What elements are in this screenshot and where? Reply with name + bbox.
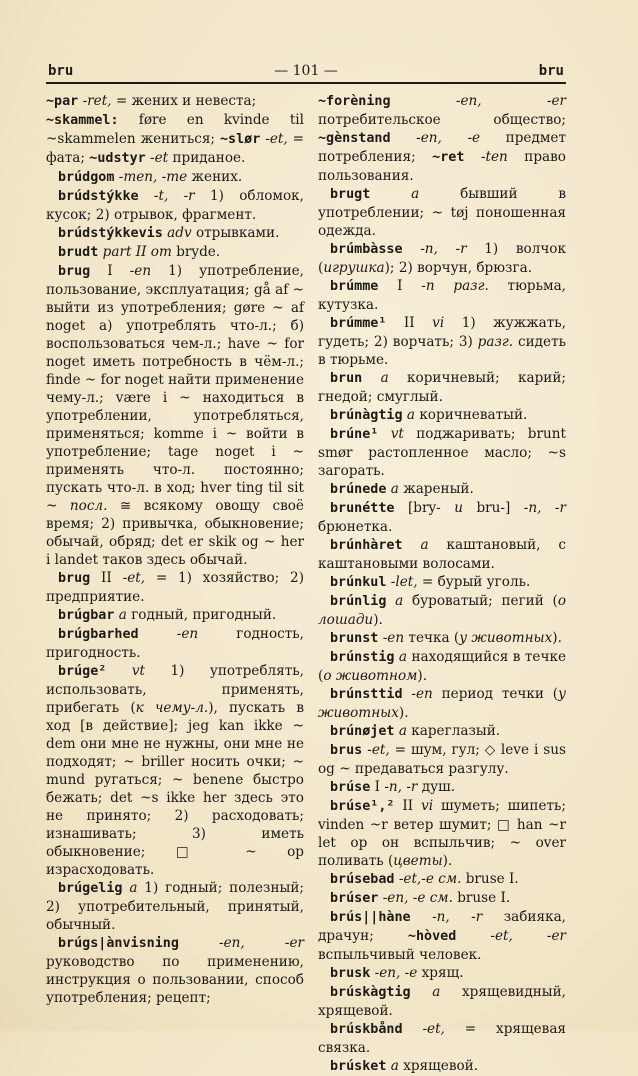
- definition-text: ).: [417, 668, 428, 684]
- headword: ~forèning: [318, 94, 391, 109]
- left-column: [46, 92, 304, 1007]
- headword: brugt: [330, 187, 371, 202]
- grammar-label: a: [122, 880, 145, 896]
- grammar-label: a: [386, 1058, 404, 1074]
- definition-text: жареный.: [403, 481, 474, 497]
- dictionary-entry: [318, 629, 566, 648]
- grammar-label: -n, -r: [384, 779, 422, 795]
- headword: brúse: [330, 780, 371, 795]
- headword: brúser: [330, 891, 379, 906]
- definition-text: = бурый уголь.: [421, 574, 531, 590]
- right-column: [318, 92, 566, 1076]
- headword: brunst: [330, 631, 379, 646]
- definition-text: ).: [442, 853, 453, 869]
- definition-text: потребительское общество;: [318, 112, 566, 128]
- definition-text: забияка, драчун;: [318, 909, 566, 944]
- definition-text: хрящевой.: [403, 1058, 479, 1074]
- definition-text: = 1) хозяйство; 2) предприятие.: [46, 570, 304, 605]
- grammar-label: -en, -er: [178, 935, 304, 951]
- dictionary-entry: [46, 879, 304, 934]
- grammar-label: -ten: [464, 149, 525, 165]
- headword: brúnede: [330, 482, 387, 497]
- definition-text: коричневатый.: [419, 407, 528, 423]
- dictionary-entry: [318, 499, 566, 536]
- grammar-label: -en, -er: [390, 93, 566, 109]
- dictionary-entry: [318, 1020, 566, 1057]
- header-right-guideword: bru: [538, 63, 564, 79]
- definition-text: = жених и невеста;: [115, 93, 257, 109]
- dictionary-entry: [318, 480, 566, 499]
- grammar-label: vt: [106, 663, 171, 679]
- definition-text: тюрьма, кутузка.: [318, 278, 567, 313]
- headword: brúsebad: [330, 872, 395, 887]
- grammar-label: разг.: [477, 334, 518, 350]
- dictionary-entry: [318, 425, 566, 480]
- headword: brúskàgtig: [330, 985, 411, 1000]
- dictionary-entry: [318, 908, 566, 964]
- headword: ~par: [46, 94, 79, 109]
- definition-text: bru-]: [476, 500, 524, 516]
- grammar-label: -n разг.: [421, 278, 508, 294]
- page-header: [46, 60, 566, 84]
- dictionary-entry: [46, 168, 304, 187]
- dictionary-entry: [46, 262, 304, 569]
- headword: brúdstýkkevis: [58, 226, 163, 241]
- grammar-label: vt: [378, 426, 417, 442]
- dictionary-entry: [318, 797, 566, 870]
- grammar-label: -en, -e см.: [378, 890, 458, 906]
- headword: brúnhàret: [330, 538, 403, 553]
- definition-text: II: [394, 798, 422, 814]
- grammar-label: u: [454, 500, 477, 516]
- definition-text: приданое.: [172, 150, 246, 166]
- headword: ~udstyr: [89, 151, 146, 166]
- headword: brus: [330, 743, 363, 758]
- definition-text: 1) употребление, пользование, эксплуатация; gå af ~ выйти из употребления; gøre ~ af noget а) употреблять что-л.; б) воспользоваться чем-л.; have ~ for noget иметь потребность в чём-л.; finde ~ for noget найти применение чему-л.; være i ~ находиться в употреблении, употребляться, применяться; komme i ~ войти в употребление; tage noget i ~ применять что-л. постоянно; пускать что-л. в ход; hver ting til sit ~: [46, 263, 304, 514]
- definition-text: ); 2) ворчун, брюзга.: [384, 260, 533, 276]
- grammar-label: -men, -me: [114, 169, 192, 185]
- definition-text: годный, пригодный.: [131, 607, 277, 623]
- grammar-label: -et,: [260, 131, 293, 147]
- headword: ~gènstand: [318, 131, 391, 146]
- dictionary-entry: [318, 573, 566, 592]
- headword: brúnøjet: [330, 724, 395, 739]
- headword: brúnsttid: [330, 687, 403, 702]
- headword: brúmme: [330, 279, 379, 294]
- headword: brúnstig: [330, 650, 395, 665]
- header-left-guideword: bru: [48, 63, 74, 79]
- definition-text: ≅ всякому овощу своё время; 2) привычка, обыкновение; обычай, обряд; det er skik og ~ her i landet таков здесь обычай.: [46, 498, 304, 568]
- grammar-label: -et,-e см.: [394, 871, 466, 887]
- headword: brusk: [330, 966, 371, 981]
- grammar-label: -et,: [122, 570, 156, 586]
- dictionary-entry: [318, 592, 566, 629]
- headword: brúdgom: [58, 170, 115, 185]
- definition-text: 1) жужжать, гудеть; 2) ворчать; 3): [318, 315, 566, 350]
- headword: brúnlig: [330, 594, 387, 609]
- grammar-label: -ret,: [78, 93, 116, 109]
- definition-text: период течки (: [441, 686, 559, 702]
- headword: brúmme¹: [330, 316, 387, 331]
- dictionary-entry: [318, 1057, 566, 1076]
- dictionary-entry: [318, 722, 566, 741]
- definition-text: хрящ.: [421, 965, 464, 981]
- grammar-label: a: [386, 481, 404, 497]
- dictionary-entry: [318, 648, 566, 685]
- dictionary-entry: [318, 240, 566, 277]
- grammar-label: -et, -er: [456, 928, 566, 944]
- dictionary-entry: [318, 277, 566, 314]
- headword: brúgbarhed: [58, 627, 139, 642]
- headword: brúdstýkke: [58, 189, 139, 204]
- definition-text: I: [90, 263, 130, 279]
- definition-text: отрывками.: [195, 225, 280, 241]
- dictionary-entry: [318, 314, 566, 369]
- grammar-label: a: [362, 370, 408, 386]
- grammar-label: a: [402, 407, 420, 423]
- page-number: — 101 —: [274, 63, 338, 79]
- dictionary-entry: [318, 369, 566, 406]
- headword: brúmbàsse: [330, 242, 403, 257]
- grammar-label: -et: [145, 150, 173, 166]
- definition-text: bruse I.: [465, 871, 519, 887]
- headword: ~ret: [432, 150, 465, 165]
- definition-text: коричневый; карий; гнедой; смуглый.: [318, 370, 566, 405]
- dictionary-entry: [46, 187, 304, 224]
- headword: brudt: [58, 245, 99, 260]
- definition-text: поджаривать; brunt smør растопленное масло; ~s загорать.: [318, 426, 566, 479]
- definition-text: вспыльчивый человек.: [318, 947, 482, 963]
- grammar-label: -n, -r: [410, 909, 504, 925]
- definition-text: bryde.: [176, 244, 221, 260]
- definition-text: право пользования.: [318, 149, 566, 184]
- dictionary-entry: [318, 92, 566, 185]
- definition-text: = фата;: [46, 131, 304, 166]
- grammar-label: a: [386, 593, 412, 609]
- dictionary-entry: [46, 111, 304, 168]
- grammar-label: у животных: [459, 630, 553, 646]
- grammar-label: a: [410, 984, 463, 1000]
- dictionary-entry: [318, 185, 566, 240]
- headword: brúnkul: [330, 575, 387, 590]
- definition-text: I: [378, 278, 422, 294]
- dictionary-entry: [46, 606, 304, 625]
- headword: brúsket: [330, 1059, 387, 1074]
- grammar-label: a: [394, 649, 412, 665]
- dictionary-entry: [46, 243, 304, 262]
- definition-text: 1) волчок (: [318, 241, 566, 276]
- headword: brúge²: [58, 664, 107, 679]
- definition-text: ), пускать в ход [в действие]; jeg kan ikke ~ dem они мне не нужны, они мне не подходят; ~ briller носить очки; ~ mund ругаться; ~ benene быстро бежать; det ~s ikke her здесь это не принято; 2) расходовать; изнашивать; 3) иметь обыкновение; □ ~ op израсходовать.: [46, 700, 304, 878]
- dictionary-entry: [46, 224, 304, 243]
- definition-text: бывший в употреблении; ~ tøj поношенная одежда.: [318, 186, 566, 239]
- definition-text: føre en kvinde til ~skammelen жениться;: [46, 112, 304, 147]
- grammar-label: a: [370, 186, 461, 202]
- grammar-label: -let,: [386, 574, 422, 590]
- dictionary-entry: [46, 569, 304, 606]
- grammar-label: -et,: [402, 1021, 465, 1037]
- definition-text: годность, пригодность.: [46, 626, 304, 661]
- grammar-label: у животных: [318, 686, 566, 721]
- grammar-label: -et,: [362, 742, 395, 758]
- grammar-label: -en: [402, 686, 442, 702]
- grammar-label: -en, -e: [370, 965, 422, 981]
- grammar-label: -n, -r: [523, 500, 567, 516]
- definition-text: сидеть в тюрьме.: [318, 334, 566, 368]
- definition-text: I: [370, 779, 385, 795]
- definition-text: течка (: [408, 630, 460, 646]
- definition-text: жених.: [191, 169, 243, 185]
- headword: brúse¹,²: [330, 799, 395, 814]
- definition-text: руководство по применению, инструкция о пользовании, способ употребления; рецепт;: [46, 954, 304, 1006]
- definition-text: ).: [398, 705, 409, 721]
- headword: ~skammel:: [46, 113, 119, 128]
- definition-text: душ.: [421, 779, 456, 795]
- grammar-label: -en: [129, 263, 169, 279]
- definition-text: буроватый; пегий (: [411, 593, 558, 609]
- headword: brúgs|ànvisning: [58, 936, 179, 951]
- headword: brun: [330, 371, 363, 386]
- definition-text: кареглазый.: [411, 723, 501, 739]
- definition-text: [bry-: [394, 500, 455, 516]
- dictionary-entry: [46, 92, 304, 111]
- headword: brúgbar: [58, 608, 115, 623]
- grammar-label: о лошади: [318, 593, 566, 628]
- dictionary-entry: [318, 406, 566, 425]
- definition-text: = хрящевая связка.: [318, 1021, 566, 1056]
- grammar-label: -en, -e: [390, 130, 506, 146]
- grammar-label: -en: [378, 630, 409, 646]
- headword: brunétte: [330, 501, 395, 516]
- grammar-label: -t, -r: [138, 188, 210, 204]
- dictionary-entry: [318, 983, 566, 1020]
- dictionary-entry: [318, 778, 566, 797]
- grammar-label: -n, -r: [402, 241, 485, 257]
- definition-text: II: [90, 570, 123, 586]
- definition-text: II: [386, 315, 433, 331]
- definition-text: = шум, гул; ◇ leve i sus og ~ предаваться разгулу.: [318, 742, 566, 777]
- dictionary-entry: [46, 934, 304, 1007]
- dictionary-entry: [318, 536, 566, 573]
- definition-text: ).: [373, 612, 383, 628]
- definition-text: брюнетка.: [318, 519, 393, 535]
- grammar-label: a: [402, 537, 447, 553]
- grammar-label: о животном: [323, 668, 418, 684]
- headword: brug: [58, 264, 91, 279]
- grammar-label: adv: [162, 225, 196, 241]
- dictionary-entry: [318, 964, 566, 983]
- definition-text: 1) употреблять, использовать, применять, прибегать (: [46, 663, 304, 716]
- grammar-label: a: [114, 607, 132, 623]
- grammar-label: -en: [138, 626, 237, 642]
- grammar-label: a: [394, 723, 412, 739]
- dictionary-entry: [318, 741, 566, 778]
- dictionary-entry: [318, 685, 566, 722]
- headword: brús||hàne: [330, 910, 411, 925]
- grammar-label: цветы: [393, 853, 443, 869]
- definition-text: шуметь; шипеть; vinden ~r ветер шумит; □ han ~r let op он вспыльчив; ~ over поливать (: [318, 798, 566, 869]
- grammar-label: к чему-л.: [135, 700, 209, 716]
- headword: brúnàgtig: [330, 408, 403, 423]
- definition-text: ).: [552, 630, 562, 646]
- definition-text: 1) годный; полезный; 2) употребительный, принятый, обычный.: [46, 880, 304, 933]
- headword: ~slør: [219, 132, 261, 147]
- headword: brúgelig: [58, 881, 123, 896]
- grammar-label: vi: [421, 798, 442, 814]
- headword: brug: [58, 571, 91, 586]
- dictionary-entry: [46, 662, 304, 879]
- dictionary-entry: [318, 889, 566, 908]
- dictionary-entry: [318, 870, 566, 889]
- definition-text: хрящевидный, хрящевой.: [318, 984, 566, 1019]
- grammar-label: игрушка: [323, 260, 385, 276]
- definition-text: 1) обломок, кусок; 2) отрывок, фрагмент.: [46, 188, 304, 223]
- definition-text: каштановый, с каштановыми волосами.: [318, 537, 566, 572]
- grammar-label: vi: [432, 315, 462, 331]
- grammar-label: part II om: [98, 244, 177, 260]
- headword: brúskbånd: [330, 1022, 403, 1037]
- definition-text: предмет потребления;: [318, 130, 566, 165]
- definition-text: находящийся в течке (: [318, 649, 566, 684]
- headword: brúne¹: [330, 427, 379, 442]
- grammar-label: посл.: [69, 498, 120, 514]
- headword: ~hòved: [407, 929, 457, 944]
- definition-text: bruse I.: [457, 890, 511, 906]
- dictionary-entry: [46, 625, 304, 662]
